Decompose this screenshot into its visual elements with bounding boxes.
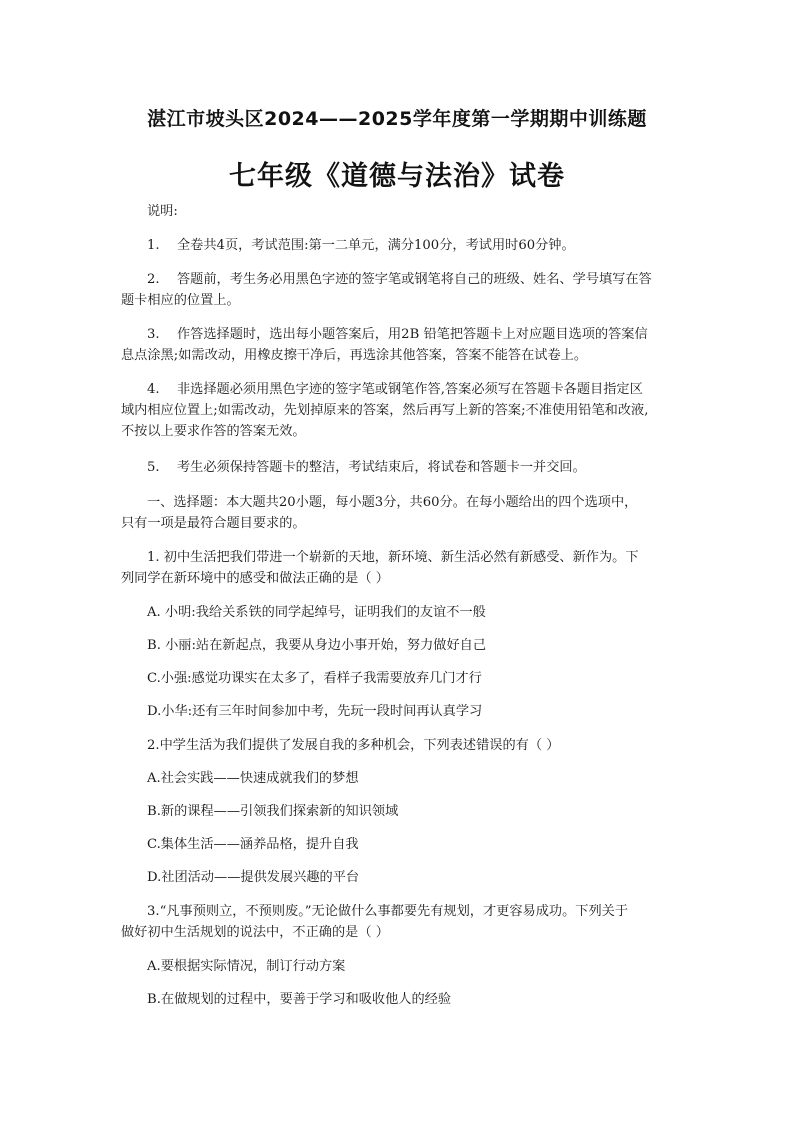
note-text-continued: 域内相应位置上;如需改动，先划掉原来的答案，然后再写上新的答案;不准使用铅笔和改液, <box>121 403 649 418</box>
note-item-1 <box>147 237 575 255</box>
section-heading-continued: 只有一项是最符合题目要求的。 <box>121 516 306 531</box>
note-text: 考生必须保持答题卡的整洁，考试结束后，将试卷和答题卡一并交回。 <box>177 460 586 475</box>
note-text: 全卷共4页，考试范围:第一二单元，满分100分，考试用时60分钟。 <box>177 238 575 253</box>
question-3-option-b: B.在做规划的过程中，要善于学习和吸收他人的经验 <box>147 992 452 1007</box>
note-item-2 <box>147 271 652 289</box>
notes-label: 说明: <box>147 204 178 219</box>
note-number: 4. <box>147 382 160 397</box>
question-3-option-a: A.要根据实际情况，制订行动方案 <box>147 959 346 974</box>
note-text: 非选择题必须用黑色字迹的签字笔或钢笔作答,答案必须写在答题卡各题目指定区 <box>177 382 643 397</box>
note-number: 5. <box>147 460 160 475</box>
note-number: 3. <box>147 327 160 342</box>
note-text: 答题前，考生务必用黑色字迹的签字笔或钢笔将自己的班级、姓名、学号填写在答 <box>177 272 652 287</box>
question-2-stem: 2.中学生活为我们提供了发展自我的多种机会，下列表述错误的有（ ） <box>147 738 560 753</box>
question-2-option-d: D.社团活动——提供发展兴趣的平台 <box>147 870 360 885</box>
note-text-continued: 不按以上要求作答的答案无效。 <box>121 424 306 439</box>
question-3-stem: 3.“凡事预则立，不预则废。”无论做什么事都要先有规划，才更容易成功。下列关于 <box>147 904 629 919</box>
note-text: 作答选择题时，选出每小题答案后，用2B 铅笔把答题卡上对应题目选项的答案信 <box>177 327 648 342</box>
question-3-stem-continued: 做好初中生活规划的说法中，不正确的是（ ） <box>121 925 389 940</box>
note-number: 1. <box>147 238 160 253</box>
question-1-option-a: A. 小明:我给关系铁的同学起绰号，证明我们的友谊不一般 <box>147 605 486 620</box>
question-1-stem-continued: 列同学在新环境中的感受和做法正确的是（ ） <box>121 571 389 586</box>
note-item-3 <box>147 326 648 344</box>
note-text-continued: 题卡相应的位置上。 <box>121 293 240 308</box>
exam-title: 湛江市坡头区2024——2025学年度第一学期期中训练题 <box>147 108 647 130</box>
section-heading: 一、选择题：本大题共20小题，每小题3分，共60分。在每小题给出的四个选项中， <box>147 495 638 510</box>
question-1-option-c: C.小强:感觉功课实在太多了，看样子我需要放弃几门才行 <box>147 671 482 686</box>
note-number: 2. <box>147 272 160 287</box>
question-2-option-b: B.新的课程——引领我们探索新的知识领域 <box>147 804 399 819</box>
note-item-4 <box>147 381 643 399</box>
note-text-continued: 息点涂黑;如需改动，用橡皮擦干净后，再选涂其他答案，答案不能答在试卷上。 <box>121 348 588 363</box>
question-1-option-b: B. 小丽:站在新起点，我要从身边小事开始，努力做好自己 <box>147 638 487 653</box>
question-1-stem: 1. 初中生活把我们带进一个崭新的天地，新环境、新生活必然有新感受、新作为。下 <box>147 550 639 565</box>
question-2-option-c: C.集体生活——涵养品格，提升自我 <box>147 837 359 852</box>
question-1-option-d: D.小华:还有三年时间参加中考，先玩一段时间再认真学习 <box>147 704 483 719</box>
note-item-5 <box>147 459 586 477</box>
question-2-option-a: A.社会实践——快速成就我们的梦想 <box>147 771 359 786</box>
exam-subtitle: 七年级《道德与法治》试卷 <box>229 161 565 192</box>
